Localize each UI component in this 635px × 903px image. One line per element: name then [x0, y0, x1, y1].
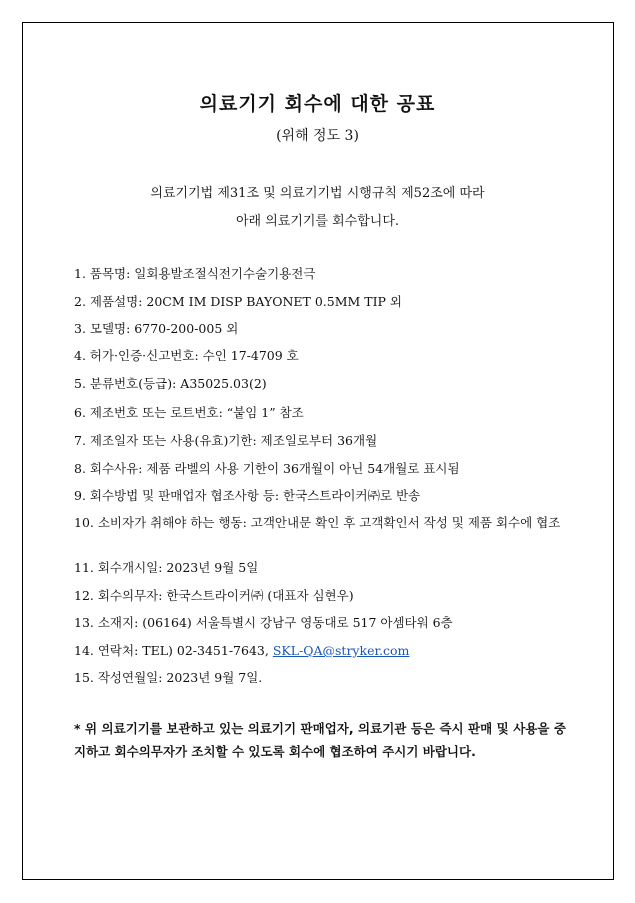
item-model-name: 3. 모델명: 6770-200-005 외 — [74, 321, 239, 336]
item-expiry: 7. 제조일자 또는 사용(유효)기한: 제조일로부터 36개월 — [74, 433, 378, 448]
risk-level-subtitle: (위해 정도 3) — [276, 128, 359, 144]
item-product-name: 1. 품목명: 일회용발조절식전기수술기용전극 — [74, 266, 316, 281]
legal-basis-line: 의료기기법 제31조 및 의료기기법 시행규칙 제52조에 따라 — [150, 186, 485, 201]
item-recall-obligor: 12. 회수의무자: 한국스트라이커㈜ (대표자 심현우) — [74, 588, 354, 603]
item-recall-start-date: 11. 회수개시일: 2023년 9월 5일 — [74, 560, 259, 575]
contact-email-link[interactable]: SKL-QA@stryker.com — [272, 643, 410, 658]
item-approval-number: 4. 허가·인증·신고번호: 수인 17-4709 호 — [74, 348, 299, 363]
item-recall-reason: 8. 회수사유: 제품 라벨의 사용 기한이 36개월이 아닌 54개월로 표시됨 — [74, 461, 460, 476]
item-contact — [74, 641, 566, 659]
cooperation-notice: * 위 의료기기를 보관하고 있는 의료기기 판매업자, 의료기관 등은 즉시 판매 및 사용을 중지하고 회수의무자가 조치할 수 있도록 회수에 협조하여 주시기 바랍니다. — [74, 721, 566, 759]
item-recall-method: 9. 회수방법 및 판매업자 협조사항 등: 한국스트라이커㈜로 반송 — [74, 488, 421, 503]
item-written-date: 15. 작성연월일: 2023년 9월 7일. — [74, 670, 263, 685]
document-title: 의료기기 회수에 대한 공표 — [199, 93, 436, 115]
contact-phone: 14. 연락처: TEL) 02-3451-7643, — [74, 643, 273, 658]
item-product-description: 2. 제품설명: 20CM IM DISP BAYONET 0.5MM TIP 외 — [74, 294, 403, 309]
item-consumer-action: 10. 소비자가 취해야 하는 행동: 고객안내문 확인 후 고객확인서 작성 및 제품 회수에 협조 — [74, 515, 561, 530]
item-classification: 5. 분류번호(등급): A35025.03(2) — [74, 376, 267, 391]
item-address: 13. 소재지: (06164) 서울특별시 강남구 영동대로 517 아셈타워 6층 — [74, 615, 453, 630]
item-lot-number: 6. 제조번호 또는 로트번호: “붙임 1” 참조 — [74, 405, 304, 420]
recall-statement-line: 아래 의료기기를 회수합니다. — [235, 214, 400, 229]
